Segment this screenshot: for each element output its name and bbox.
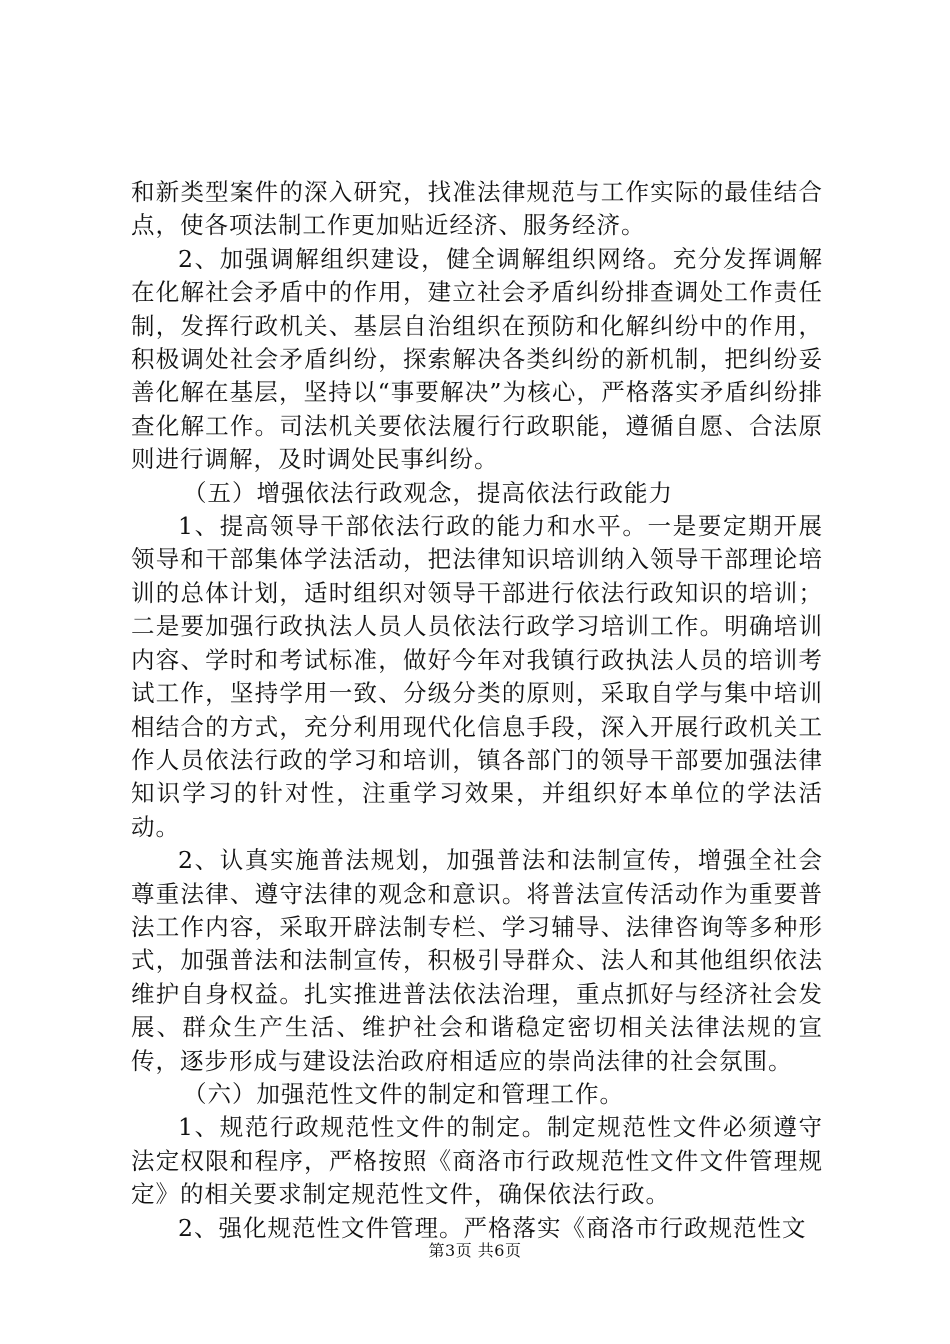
section-heading-5: （五）增强依法行政观念，提高依法行政能力 bbox=[183, 478, 673, 507]
page-number-footer: 第3页 共6页 bbox=[428, 1241, 522, 1260]
paragraph-document-management: 2、强化规范性文件管理。严格落实《商洛市行政规范性文 bbox=[178, 1213, 807, 1242]
paragraph-normative-documents: 1、规范行政规范性文件的制定。制定规范性文件必须遵守法定权限和程序，严格按照《商洛市行政规范性文件文件管理规定》的相关要求制定规范性文件，确保依法行政。 bbox=[131, 1113, 823, 1209]
paragraph-legal-publicity: 2、认真实施普法规划，加强普法和法制宣传，增强全社会尊重法律、遵守法律的观念和意识。将普法宣传活动作为重要普法工作内容，采取开辟法制专栏、学习辅导、法律咨询等多种形式，加强普法和法制宣传，积极引导群众、法人和其他组织依法维护自身权益。扎实推进普法依法治理，重点抓好与经济社会发展、群众生产生活、维护社会和谐稳定密切相关法律法规的宣传，逐步形成与建设法治政府相适应的崇尚法律的社会氛围。 bbox=[131, 846, 823, 1075]
paragraph-mediation: 2、加强调解组织建设，健全调解组织网络。充分发挥调解在化解社会矛盾中的作用，建立社会矛盾纠纷排查调处工作责任制，发挥行政机关、基层自治组织在预防和化解纠纷中的作用，积极调处社会矛盾纠纷，探索解决各类纠纷的新机制，把纠纷妥善化解在基层，坚持以“事要解决”为核心，严格落实矛盾纠纷排查化解工作。司法机关要依法履行行政职能，遵循自愿、合法原则进行调解，及时调处民事纠纷。 bbox=[131, 244, 823, 474]
paragraph-leadership-training: 1、提高领导干部依法行政的能力和水平。一是要定期开展领导和干部集体学法活动，把法律知识培训纳入领导干部理论培训的总体计划，适时组织对领导干部进行依法行政知识的培训；二是要加强行政执法人员人员依法行政学习培训工作。明确培训内容、学时和考试标准，做好今年对我镇行政执法人员的培训考试工作，坚持学用一致、分级分类的原则，采取自学与集中培训相结合的方式，充分利用现代化信息手段，深入开展行政机关工作人员依法行政的学习和培训，镇各部门的领导干部要加强法律知识学习的针对性，注重学习效果，并组织好本单位的学法活动。 bbox=[131, 512, 823, 841]
section-heading-6: （六）加强范性文件的制定和管理工作。 bbox=[183, 1079, 624, 1108]
paragraph-continuation: 和新类型案件的深入研究，找准法律规范与工作实际的最佳结合点，使各项法制工作更加贴近经济、服务经济。 bbox=[131, 178, 823, 240]
document-body bbox=[131, 176, 823, 1245]
